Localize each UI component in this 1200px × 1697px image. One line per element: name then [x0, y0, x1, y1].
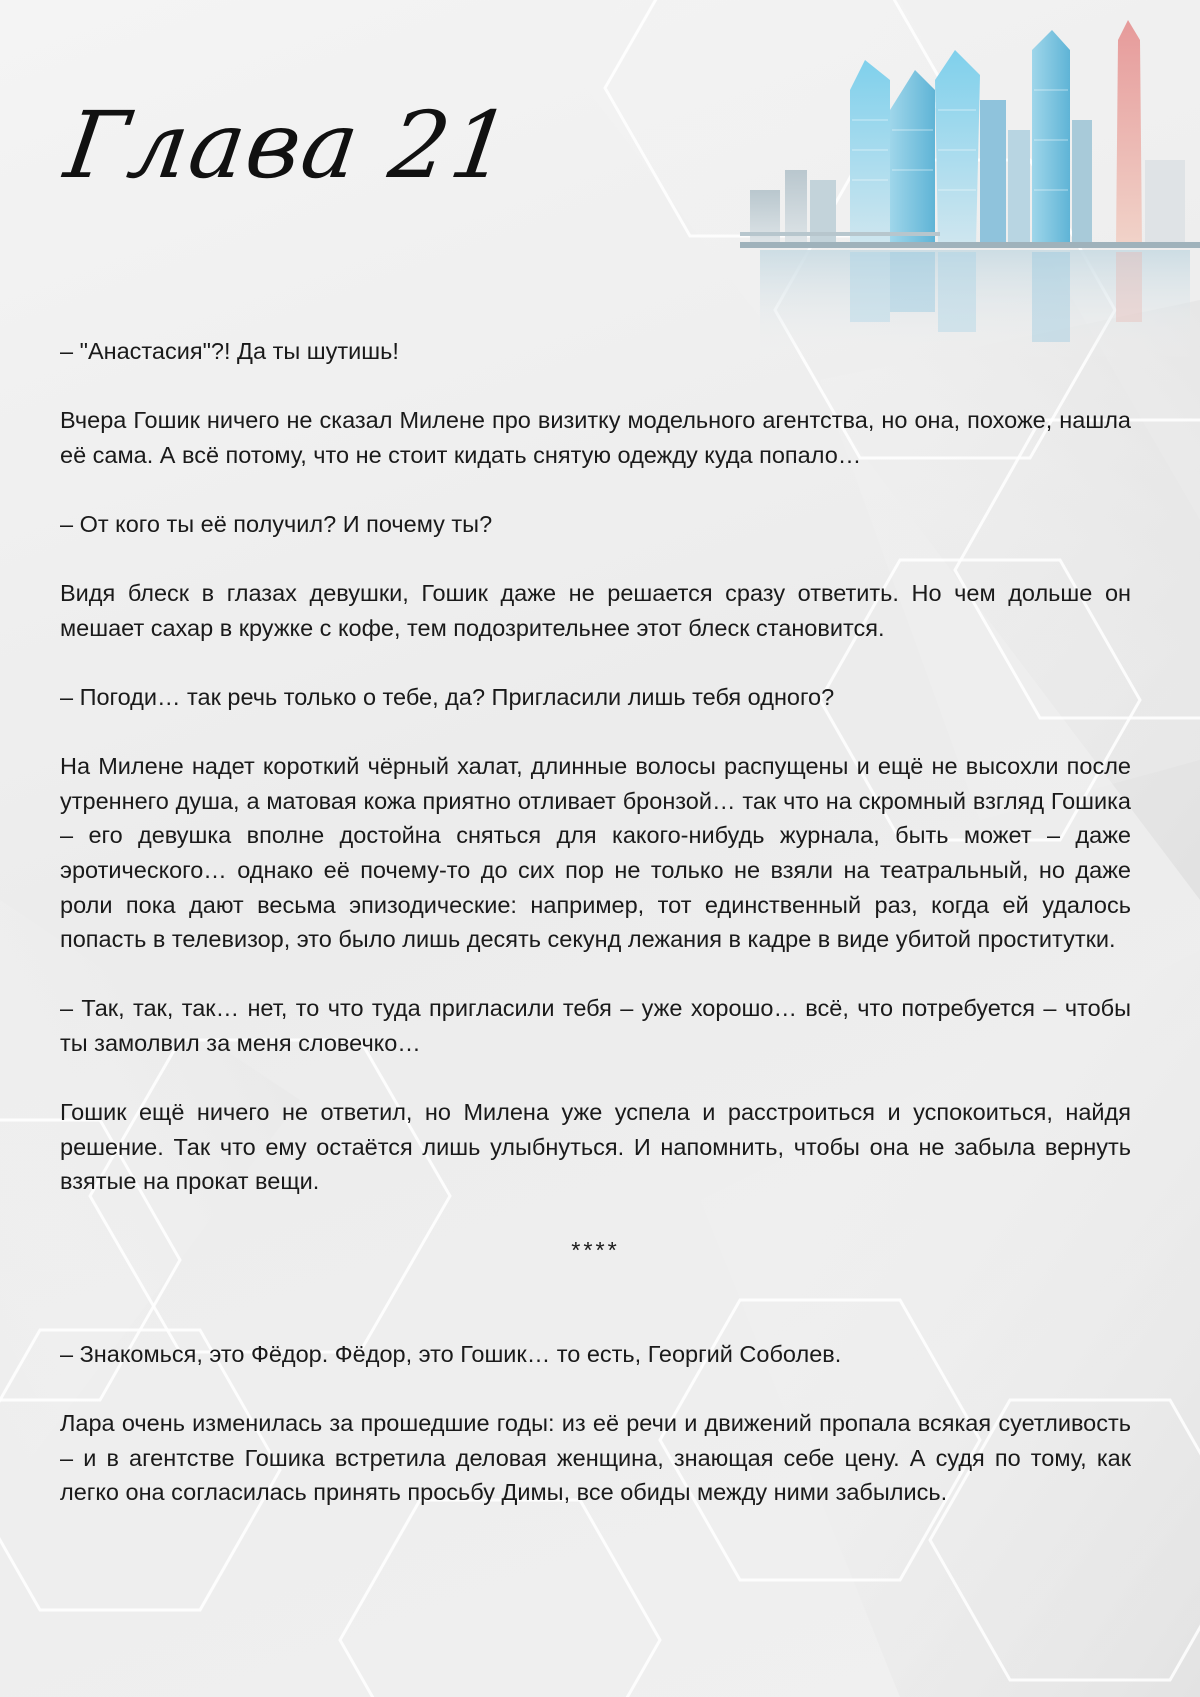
paragraph: На Милене надет короткий чёрный халат, длинные волосы распущены и ещё не высохли после утреннего душа, а матовая кожа приятно отливает бронзой… так что на скромный взгляд Гошика – его девушка вполне достойна сняться для какого-нибудь журнала, быть может – даже эротического… однако её почему-то до сих пор не только не взяли на театральный, но даже роли пока дают весьма эпизодические: например, тот единственный раз, когда ей удалось попасть в телевизор, это было лишь десять секунд лежания в кадре в виде убитой проститутки. [60, 753, 1131, 953]
paragraph: – Так, так, так… нет, то что туда пригласили тебя – уже хорошо… всё, что потребуется – чтобы ты замолвил за меня словечко… [60, 995, 1131, 1056]
section-separator: **** [571, 1237, 620, 1264]
chapter-title: Глава 21 [59, 92, 520, 199]
paragraph: – Погоди… так речь только о тебе, да? Пригласили лишь тебя одного? [60, 683, 835, 710]
chapter-text [60, 334, 1131, 1545]
paragraph: – От кого ты её получил? И почему ты? [60, 510, 493, 537]
city-skyline-illustration [740, 20, 1200, 360]
paragraph: Видя блеск в глазах девушки, Гошик даже не решается сразу ответить. Но чем дольше он мешает сахар в кружке с кофе, тем подозрительнее этот блеск становится. [60, 580, 1131, 641]
paragraph: – "Анастасия"?! Да ты шутишь! [60, 338, 399, 364]
paragraph: Лара очень изменилась за прошедшие годы: из её речи и движений пропала всякая суетливость – и в агентстве Гошика встретила деловая женщина, знающая себе цену. А судя по тому, как легко она согласилась принять просьбу Димы, все обиды между ними забылись. [60, 1410, 1131, 1506]
paragraph: Гошик ещё ничего не ответил, но Милена уже успела и расстроиться и успокоиться, найдя решение. Так что ему остаётся лишь улыбнуться. И напомнить, чтобы она не забыла вернуть взятые на прокат вещи. [60, 1099, 1131, 1195]
paragraph: Вчера Гошик ничего не сказал Милене про визитку модельного агентства, но она, похоже, нашла её сама. А всё потому, что не стоит кидать снятую одежду куда попало… [60, 407, 1131, 468]
paragraph: – Знакомься, это Фёдор. Фёдор, это Гошик… то есть, Георгий Соболев. [60, 1341, 842, 1368]
